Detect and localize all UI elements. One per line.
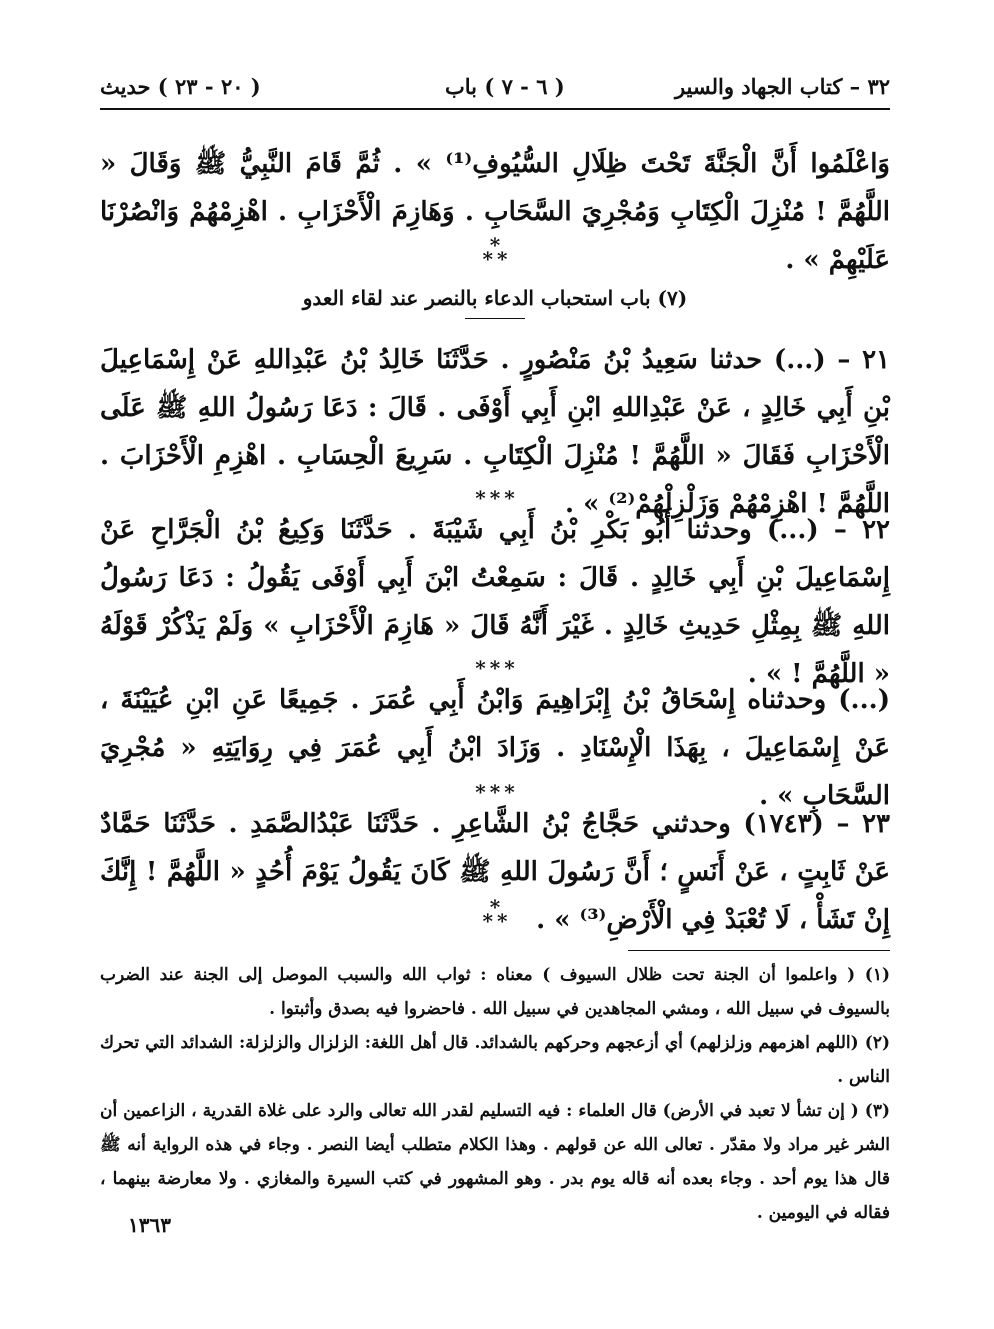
hadith-21: ٢١ – (...) حدثنا سَعِيدُ بْنُ مَنْصُورٍ . حَدَّثَنَا خَالِدُ بْنُ عَبْدِاللهِ عَنْ إِسْمَاعِيلَ بْنِ أَبِي خَالِدٍ ، عَنْ عَبْدِاللهِ ابْنِ أَبِي أَوْفَى . قَالَ : دَعَا رَسُولُ اللهِ ﷺ عَلَى الْأَحْزَابِ فَقَالَ « اللَّهُمَّ ! مُنْزِلَ الْكِتَابِ . سَرِيعَ الْحِسَابِ . اهْزِمِ الْأَحْزَابَ . اللَّهُمَّ ! اهْزِمْهُمْ وَزَلْزِلْهُمْ⁽²⁾ » . <box>100 345 890 519</box>
chapter-title: (٧) باب استحباب الدعاء بالنصر عند لقاء العدو <box>302 286 688 310</box>
footnote-3: (٣) ( إن تشأ لا تعبد في الأرض) قال العلماء : فيه التسليم لقدر الله تعالى والرد على غلاة القدرية ، الزاعمين أن الشر غير مراد ولا مقدّر . تعالى الله عن قولهم . وهذا الكلام متطلب أيضا النصر . وجاء في هذه الرواية أنه ﷺ قال هذا يوم أحد . وجاء بعده أنه قاله يوم بدر . وهو المشهور في كتب السيرة والمغازي . ولا معارضة بينهما ، فقاله في اليومين . <box>100 1101 890 1223</box>
hadith-22: ٢٢ – (...) وحدثنا أَبُو بَكْرِ بْنُ أَبِي شَيْبَةَ . حَدَّثَنَا وَكِيعُ بْنُ الْجَرَّاحِ عَنْ إِسْمَاعِيلَ بْنِ أَبِي خَالِدٍ . قَالَ : سَمِعْتُ ابْنَ أَبِي أَوْفَى يَقُولُ : دَعَا رَسُولُ اللهِ ﷺ بِمِثْلِ حَدِيثِ خَالِدٍ . غَيْرَ أَنَّهُ قَالَ « هَازِمَ الْأَحْزَابِ » وَلَمْ يَذْكُرْ قَوْلَهُ « اللَّهُمَّ ! » . <box>100 515 890 689</box>
intro-paragraph: وَاعْلَمُوا أَنَّ الْجَنَّةَ تَحْتَ ظِلَالِ السُّيُوفِ⁽¹⁾ » . ثُمَّ قَامَ النَّبِيُّ ﷺ وَقَالَ « اللَّهُمَّ ! مُنْزِلَ الْكِتَابِ وَمُجْرِيَ السَّحَابِ . وَهَازِمَ الْأَحْزَابِ . اهْزِمْهُمْ وَانْصُرْنَا عَلَيْهِمْ » . <box>100 149 890 275</box>
footnotes <box>100 958 890 1230</box>
running-header <box>100 68 890 104</box>
chapter-heading <box>100 286 890 319</box>
chapter-underline <box>465 318 525 319</box>
footnote-1: (١) ( واعلموا أن الجنة تحت ظلال السيوف ) معناه : ثواب الله والسبب الموصل إلى الجنة عند الضرب بالسيوف في سبيل الله ، ومشي المجاهدين في سبيل الله . فاحضروا فيه بصدق وأثبتوا . <box>100 965 890 1019</box>
separator-stars-3: *** <box>475 656 519 680</box>
footnote-2: (٢) (اللهم اهزمهم وزلزلهم) أي أزعجهم وحركهم بالشدائد. قال أهل اللغة: الزلزال والزلزلة: الشدائد التي تحرك الناس . <box>100 1033 890 1087</box>
hadith-23: ٢٣ – (١٧٤٣) وحدثني حَجَّاجُ بْنُ الشَّاعِرِ . حَدَّثَنَا عَبْدُالصَّمَدِ . حَدَّثَنَا حَمَّادٌ عَنْ ثَابِتٍ ، عَنْ أَنَسٍ ؛ أَنَّ رَسُولَ اللهِ ﷺ كَانَ يَقُولُ يَوْمَ أُحُدٍ « اللَّهُمَّ ! إِنَّكَ إِنْ تَشَأْ ، لَا تُعْبَدْ فِي الْأَرْضِ⁽³⁾ » . <box>100 809 891 935</box>
header-rule <box>100 108 890 110</box>
separator-stars-1: * ** <box>482 233 512 271</box>
separator-stars-4: *** <box>475 780 519 804</box>
header-hadith-range: ( ٢٠ - ٢٣ ) حديث <box>100 74 261 99</box>
header-book-title: ٣٢ – كتاب الجهاد والسير <box>674 74 890 99</box>
page-number: ١٣٦٣ <box>128 1213 171 1237</box>
hadith-22-variant: (...) وحدثناه إِسْحَاقُ بْنُ إِبْرَاهِيمَ وَابْنُ أَبِي عُمَرَ . جَمِيعًا عَنِ ابْنِ عُيَيْنَةَ ، عَنْ إِسْمَاعِيلَ ، بِهَذَا الْإِسْنَادِ . وَزَادَ ابْنُ أَبِي عُمَرَ فِي رِوَايَتِهِ « مُجْرِيَ السَّحَابِ » . <box>100 685 890 811</box>
header-chapter-range: ( ٦ - ٧ ) باب <box>445 74 565 99</box>
footnote-rule <box>628 950 890 951</box>
separator-stars-2: *** <box>475 486 519 510</box>
separator-stars-5: * ** <box>482 895 512 933</box>
